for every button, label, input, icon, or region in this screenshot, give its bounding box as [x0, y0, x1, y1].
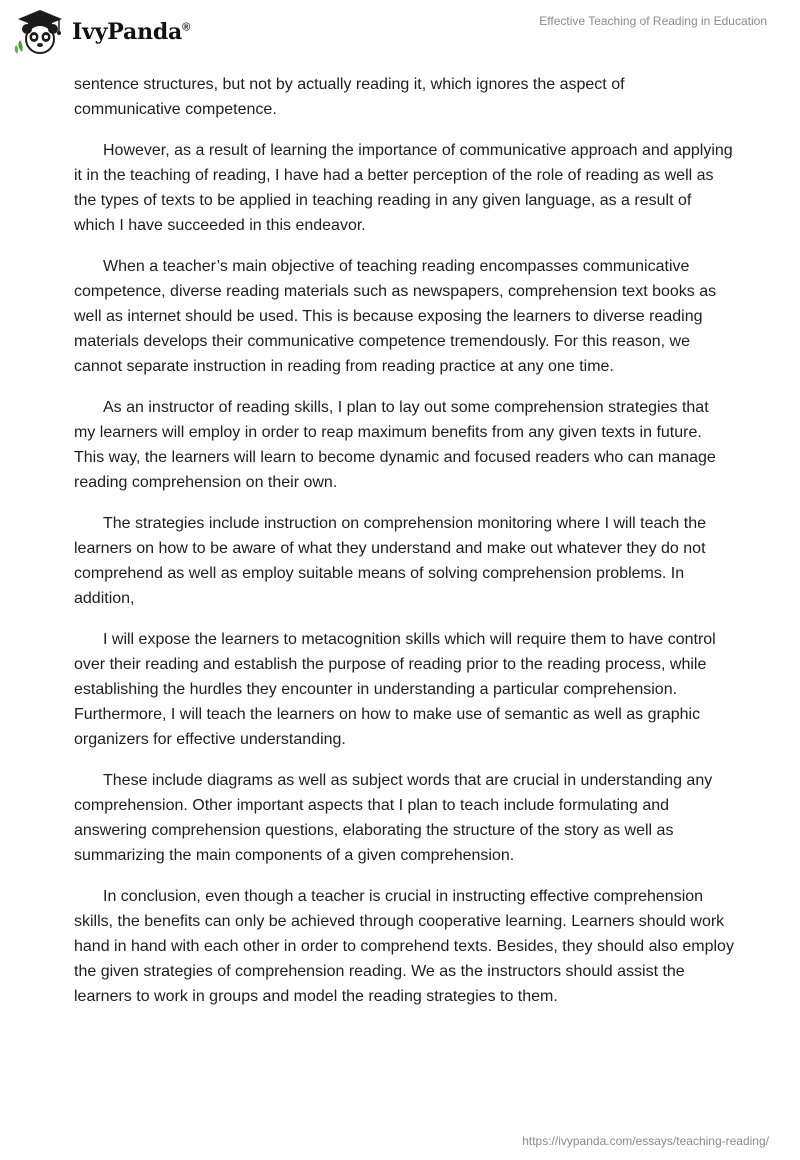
- essay-body: [74, 72, 734, 1025]
- page-header: [0, 0, 800, 64]
- ivypanda-logo[interactable]: [14, 8, 190, 56]
- paragraph: As an instructor of reading skills, I plan to lay out some comprehension strategies that my learners will employ in order to reap maximum benefits from any given texts in future. This way, the learners will learn to become dynamic and focused readers who can manage reading comprehension on their own.: [74, 399, 716, 491]
- paragraph: In conclusion, even though a teacher is crucial in instructing effective comprehension skills, the benefits can only be achieved through cooperative learning. Learners should work hand in hand with each other in order to comprehend texts. Besides, they should also employ the given strategies of comprehension reading. We as the instructors should assist the learners to work in groups and model the reading strategies to them.: [74, 888, 734, 1005]
- document-title: Effective Teaching of Reading in Education: [539, 14, 767, 28]
- panda-logo-icon: [14, 8, 66, 56]
- registered-mark: ®: [182, 21, 191, 34]
- paragraph: The strategies include instruction on comprehension monitoring where I will teach the learners on how to be aware of what they understand and make out whatever they do not comprehend as well as employ suitable means of solving comprehension problems. In addition,: [74, 515, 706, 607]
- paragraph: I will expose the learners to metacognition skills which will require them to have control over their reading and establish the purpose of reading prior to the reading process, while establishing the hurdles they encounter in understanding a particular comprehension. Furthermore, I will teach the learners on how to make use of semantic as well as graphic organizers for effective understanding.: [74, 631, 716, 748]
- paragraph: When a teacher’s main objective of teaching reading encompasses communicative competence, diverse reading materials such as newspapers, comprehension text books as well as internet should be used. This is because exposing the learners to diverse reading materials develops their communicative competence tremendously. For this reason, we cannot separate instruction in reading from reading practice at any one time.: [74, 258, 717, 375]
- paragraph: sentence structures, but not by actually reading it, which ignores the aspect of communicative competence.: [74, 76, 625, 118]
- paragraph: These include diagrams as well as subject words that are crucial in understanding any comprehension. Other important aspects that I plan to teach include formulating and answering comprehension questions, elaborating the structure of the story as well as summarizing the main components of a given comprehension.: [74, 772, 713, 864]
- paragraph: However, as a result of learning the importance of communicative approach and applying it in the teaching of reading, I have had a better perception of the role of reading as well as the types of texts to be applied in teaching reading in any given language, as a result of which I have succeeded in this endeavor.: [74, 142, 733, 234]
- brand-name: IvyPanda®: [72, 19, 191, 45]
- source-url-link[interactable]: https://ivypanda.com/essays/teaching-reading/: [522, 1134, 769, 1148]
